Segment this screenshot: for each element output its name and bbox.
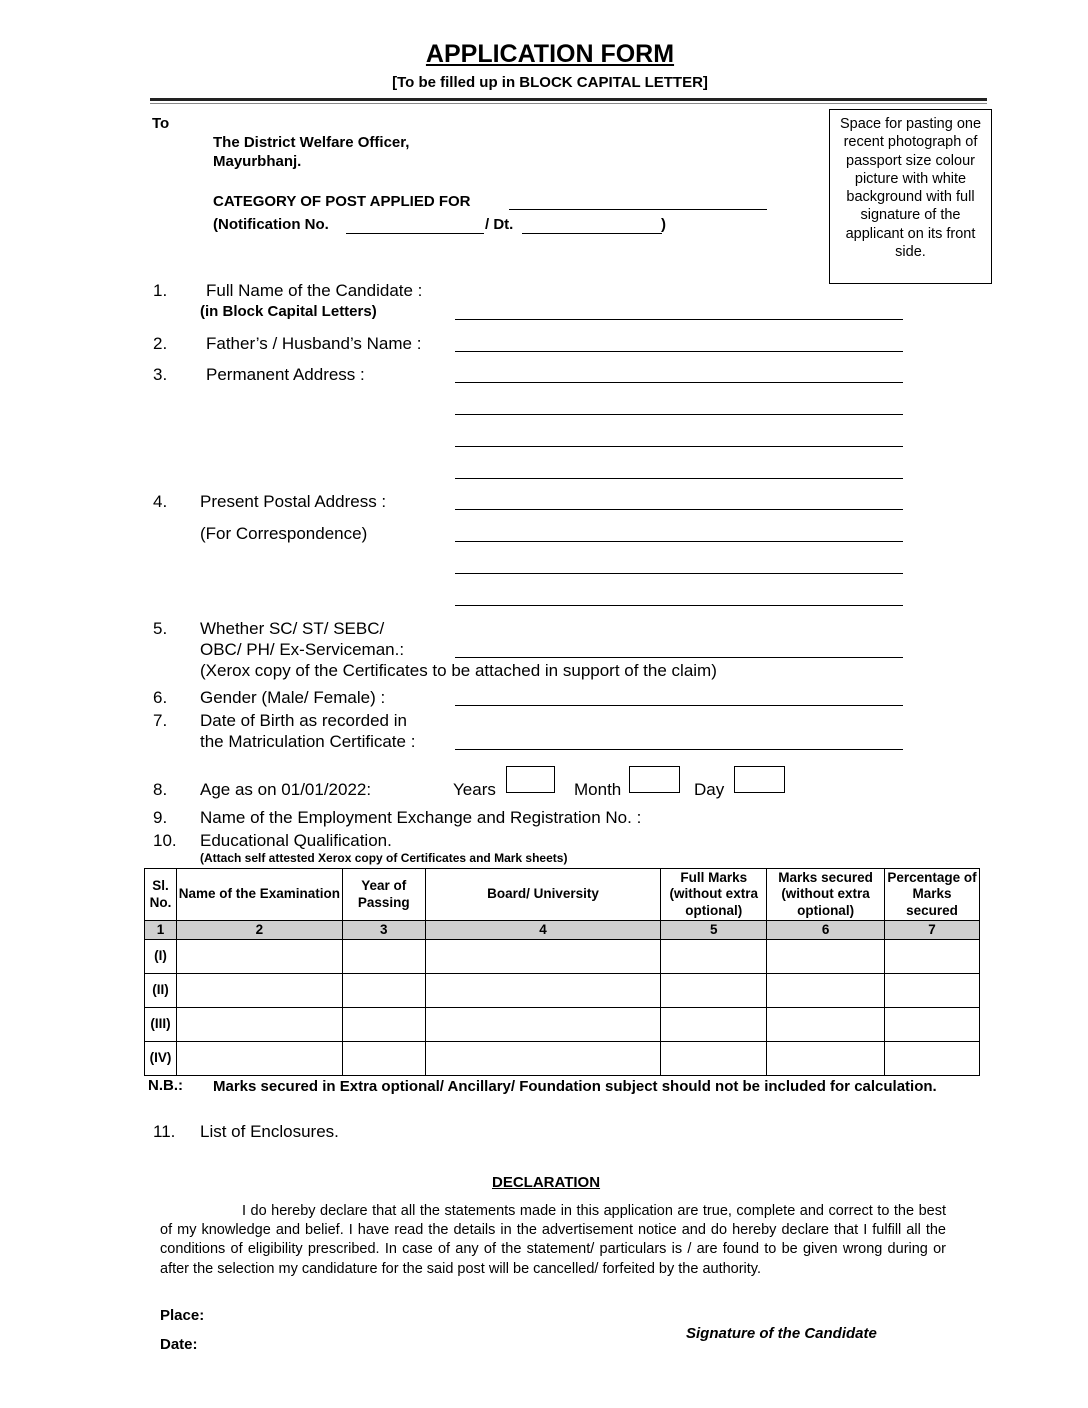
- field-number: 2.: [153, 334, 168, 353]
- age-month-box[interactable]: [629, 766, 680, 793]
- form-title: APPLICATION FORM: [425, 40, 675, 68]
- table-cell[interactable]: [342, 1008, 425, 1042]
- table-cell[interactable]: [425, 1042, 661, 1076]
- declaration-title: DECLARATION: [492, 1174, 601, 1191]
- full-name-label: Full Name of the Candidate :: [206, 281, 423, 300]
- education-label: Educational Qualification.: [200, 831, 392, 850]
- age-day-box[interactable]: [734, 766, 785, 793]
- col-header: Full Marks (without extra optional): [661, 869, 767, 921]
- table-cell[interactable]: [176, 1008, 342, 1042]
- col-header: Percentage of Marks secured: [885, 869, 980, 921]
- table-cell[interactable]: [342, 1042, 425, 1076]
- gender-label: Gender (Male/ Female) :: [200, 688, 386, 707]
- table-cell[interactable]: [661, 940, 767, 974]
- table-row: [145, 974, 980, 1008]
- dob-label: Date of Birth as recorded in: [200, 711, 407, 730]
- age-day-label: Day: [694, 780, 725, 799]
- table-cell[interactable]: [425, 974, 661, 1008]
- postal-address-sublabel: (For Correspondence): [200, 524, 368, 543]
- header-divider: [150, 98, 987, 101]
- table-cell[interactable]: [342, 974, 425, 1008]
- field-number: 1.: [153, 281, 168, 300]
- table-number-row: [145, 921, 980, 940]
- nb-text: Marks secured in Extra optional/ Ancillary/ Foundation subject should not be included for calculation.: [213, 1078, 937, 1095]
- notification-close-paren: ): [661, 216, 666, 233]
- full-name-sublabel: (in Block Capital Letters): [200, 303, 377, 320]
- col-number: 4: [425, 921, 661, 940]
- table-cell[interactable]: [767, 974, 885, 1008]
- category-claim-label: Whether SC/ ST/ SEBC/: [200, 619, 385, 638]
- table-cell[interactable]: [425, 1008, 661, 1042]
- field-number: 5.: [153, 619, 168, 638]
- gender-field[interactable]: [455, 705, 903, 706]
- table-cell[interactable]: [885, 940, 980, 974]
- age-month-label: Month: [574, 780, 622, 799]
- table-cell[interactable]: [767, 1008, 885, 1042]
- dob-label-2: the Matriculation Certificate :: [200, 732, 416, 751]
- permanent-address-line[interactable]: [455, 414, 903, 415]
- place-label: Place:: [160, 1307, 205, 1324]
- col-number: 3: [342, 921, 425, 940]
- permanent-address-line[interactable]: [455, 478, 903, 479]
- table-cell[interactable]: [885, 1042, 980, 1076]
- dob-field[interactable]: [455, 749, 903, 750]
- enclosures-label: List of Enclosures.: [200, 1122, 339, 1141]
- education-note: (Attach self attested Xerox copy of Certificates and Mark sheets): [200, 851, 568, 865]
- notification-label: (Notification No.: [213, 216, 329, 233]
- table-cell[interactable]: [176, 940, 342, 974]
- field-number: 4.: [153, 492, 168, 511]
- field-number: 9.: [153, 808, 168, 827]
- to-label: To: [152, 115, 170, 132]
- table-row: [145, 940, 980, 974]
- age-label: Age as on 01/01/2022:: [200, 780, 372, 799]
- table-cell[interactable]: [661, 1008, 767, 1042]
- header-divider-thin: [150, 103, 987, 104]
- field-number: 11.: [153, 1122, 176, 1141]
- table-row: [145, 1042, 980, 1076]
- table-cell[interactable]: [767, 1042, 885, 1076]
- postal-address-line[interactable]: [455, 509, 903, 510]
- field-number: 7.: [153, 711, 168, 730]
- postal-address-line[interactable]: [455, 605, 903, 606]
- addressee-line1: The District Welfare Officer,: [213, 134, 410, 151]
- table-cell[interactable]: [885, 974, 980, 1008]
- employment-exchange-label: Name of the Employment Exchange and Registration No. :: [200, 808, 642, 827]
- col-header: Name of the Examination: [176, 869, 342, 921]
- date-label: Date:: [160, 1336, 198, 1353]
- field-number: 10.: [153, 831, 177, 850]
- category-label: CATEGORY OF POST APPLIED FOR: [213, 193, 471, 210]
- table-cell[interactable]: [176, 1042, 342, 1076]
- notification-date-field[interactable]: [522, 233, 662, 234]
- postal-address-line[interactable]: [455, 573, 903, 574]
- category-claim-label-2: OBC/ PH/ Ex-Serviceman.:: [200, 640, 405, 659]
- form-subtitle: [To be filled up in BLOCK CAPITAL LETTER]: [392, 74, 708, 91]
- table-cell[interactable]: [885, 1008, 980, 1042]
- table-cell[interactable]: [425, 940, 661, 974]
- row-label: (IV): [145, 1042, 177, 1076]
- age-years-box[interactable]: [506, 766, 555, 793]
- permanent-address-label: Permanent Address :: [206, 365, 365, 384]
- col-number: 2: [176, 921, 342, 940]
- permanent-address-line[interactable]: [455, 446, 903, 447]
- table-cell[interactable]: [661, 1042, 767, 1076]
- father-name-field[interactable]: [455, 351, 903, 352]
- nb-label: N.B.:: [148, 1077, 183, 1094]
- table-cell[interactable]: [176, 974, 342, 1008]
- col-number: 7: [885, 921, 980, 940]
- col-header: Board/ University: [425, 869, 661, 921]
- col-header: Marks secured (without extra optional): [767, 869, 885, 921]
- table-header-row: [145, 869, 980, 921]
- education-table: [144, 868, 980, 1076]
- col-header: Year of Passing: [342, 869, 425, 921]
- field-number: 6.: [153, 688, 168, 707]
- table-cell[interactable]: [661, 974, 767, 1008]
- col-number: 1: [145, 921, 177, 940]
- row-label: (II): [145, 974, 177, 1008]
- field-number: 8.: [153, 780, 168, 799]
- addressee-line2: Mayurbhanj.: [213, 153, 302, 170]
- postal-address-label: Present Postal Address :: [200, 492, 387, 511]
- row-label: (III): [145, 1008, 177, 1042]
- age-years-label: Years: [453, 780, 496, 799]
- declaration-text: I do hereby declare that all the statements made in this application are true, complete and correct to the best of my knowledge and belief. I have read the details in the advertisement notice and do hereby declare that I fulfill all the conditions of eligibility prescribed. In case of any of the statement/ particulars is / are found to be given wrong during or after the selection my candidature for the said post will be cancelled/ forfeited by the authority.: [160, 1203, 946, 1277]
- postal-address-line[interactable]: [455, 541, 903, 542]
- full-name-field[interactable]: [455, 319, 903, 320]
- signature-label: Signature of the Candidate: [686, 1325, 877, 1342]
- field-number: 3.: [153, 365, 168, 384]
- table-cell[interactable]: [767, 940, 885, 974]
- category-claim-field[interactable]: [455, 657, 903, 658]
- col-number: 6: [767, 921, 885, 940]
- col-header: Sl. No.: [145, 869, 177, 921]
- row-label: (I): [145, 940, 177, 974]
- notification-field[interactable]: [346, 233, 484, 234]
- photo-box[interactable]: Space for pasting one recent photograph of passport size colour picture with white background with full signature of the applicant on its front side.: [829, 109, 992, 284]
- father-name-label: Father’s / Husband’s Name :: [206, 334, 422, 353]
- permanent-address-line[interactable]: [455, 382, 903, 383]
- certificate-note: (Xerox copy of the Certificates to be attached in support of the claim): [200, 661, 717, 680]
- notification-date-label: / Dt.: [485, 216, 514, 233]
- table-cell[interactable]: [342, 940, 425, 974]
- col-number: 5: [661, 921, 767, 940]
- category-field[interactable]: [509, 209, 767, 210]
- table-row: [145, 1008, 980, 1042]
